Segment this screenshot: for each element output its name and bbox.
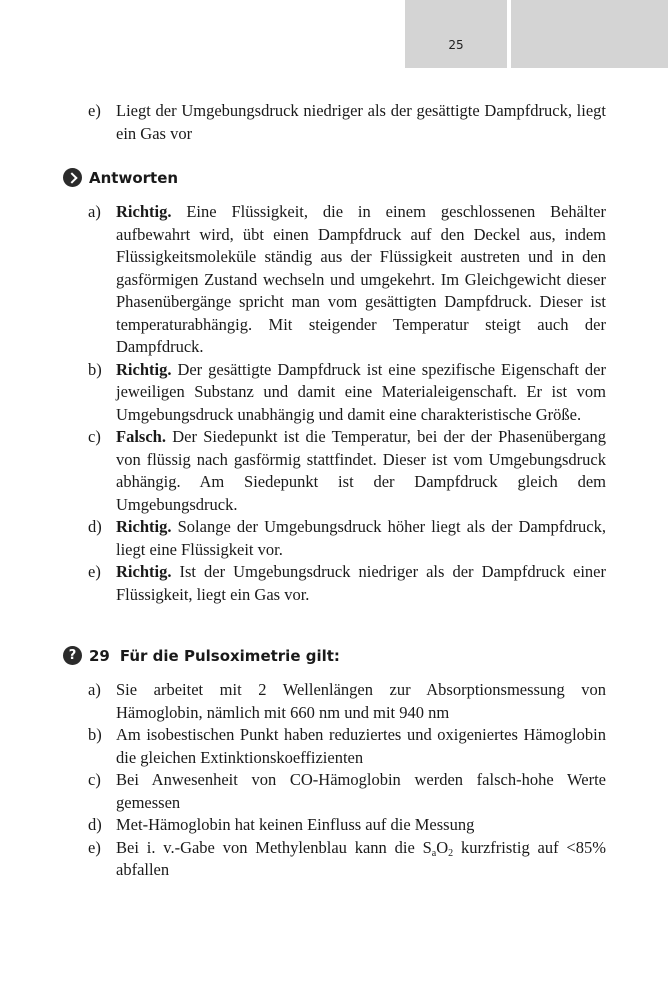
option-text-start: Bei i. v.-Gabe von Methylenblau kann die S	[116, 837, 432, 857]
answer-verdict: Richtig.	[116, 517, 178, 536]
question-option	[88, 724, 606, 769]
answer-verdict: Richtig.	[116, 359, 178, 379]
option-label: a)	[88, 680, 101, 699]
option-text	[116, 838, 606, 880]
question-options	[88, 679, 606, 882]
question-number: 29	[89, 646, 110, 665]
option-text-o: O	[436, 837, 449, 857]
answer-item	[88, 201, 606, 359]
option-label: b)	[88, 725, 102, 744]
previous-option	[88, 100, 606, 145]
answer-label: d)	[88, 517, 102, 536]
answer-verdict: Richtig.	[116, 562, 180, 581]
answer-item	[88, 516, 606, 561]
question-option	[88, 814, 606, 837]
answers-heading-text: Antworten	[89, 168, 179, 187]
option-text: Liegt der Umgebungsdruck niedriger als der gesättigte Dampfdruck, liegt ein Gas vor	[116, 101, 606, 143]
option-text: Sie arbeitet mit 2 Wellenlängen zur Absorptionsmessung von Hämoglobin, nämlich mit 660 nm und mit 940 nm	[116, 680, 606, 722]
question-mark-icon: ?	[63, 646, 82, 665]
question-option	[88, 679, 606, 724]
answer-verdict: Falsch.	[116, 427, 173, 446]
answer-text: Der Siedepunkt ist die Temperatur, bei der der Phasenübergang von flüssig nach gasförmig stattfindet. Dieser ist vom Umgebungsdruck abhängig. Am Siedepunkt ist der Dampfdruck gleich dem Umgebungsdruck.	[116, 427, 607, 514]
answer-label: c)	[88, 427, 101, 446]
page-number: 25	[448, 38, 464, 52]
answer-text: Solange der Umgebungsdruck höher liegt als der Dampfdruck, liegt eine Flüssigkeit vor.	[116, 517, 606, 559]
option-text-end: kurzfristig auf <85% abfallen	[116, 837, 606, 879]
answer-label: b)	[88, 359, 102, 379]
subscript-2: 2	[448, 847, 454, 859]
answers-heading	[63, 168, 178, 187]
side-tab	[511, 0, 668, 68]
answer-label: e)	[88, 562, 101, 581]
answer-text: Der gesättigte Dampfdruck ist eine spezifische Eigenschaft der jeweiligen Substanz und damit eine Materialeigenschaft. Er ist vom Umgebungsdruck unabhängig und damit eine charakteristische Größe.	[116, 359, 606, 424]
question-option	[88, 837, 606, 882]
option-label: e)	[88, 101, 101, 120]
option-text: Bei Anwesenheit von CO-Hämoglobin werden falsch-hohe Werte gemessen	[116, 770, 606, 812]
option-text: Met-Hämoglobin hat keinen Einfluss auf die Messung	[116, 815, 475, 834]
answer-text: Ist der Umgebungsdruck niedriger als der Dampfdruck einer Flüssigkeit, liegt ein Gas vor.	[116, 562, 606, 604]
answer-item	[88, 359, 606, 427]
answer-verdict: Richtig.	[116, 202, 187, 221]
answer-item	[88, 561, 606, 606]
chevron-right-icon	[63, 168, 82, 187]
answer-text: Eine Flüssigkeit, die in einem geschlossenen Behälter aufbewahrt wird, übt einen Dampfdruck auf den Deckel aus, indem Flüssigkeitsmoleküle ständig aus der Flüssigkeit austreten und in den gasförmigen Zustand wechseln und umgekehrt. Im Gleichgewicht dieser Phasenübergänge spricht man vom gesättigten Dampfdruck. Dieser ist temperaturabhängig. Mit steigender Temperatur steigt auch der Dampfdruck.	[116, 202, 606, 356]
answer-label: a)	[88, 202, 101, 221]
option-label: e)	[88, 837, 101, 857]
subscript-a: a	[431, 847, 437, 859]
option-label: d)	[88, 815, 102, 834]
answers-list	[88, 201, 606, 606]
question-option	[88, 769, 606, 814]
option-text: Am isobestischen Punkt haben reduziertes und oxigeniertes Hämoglobin die gleichen Extinktionskoeffizienten	[116, 725, 606, 767]
question-title: Für die Pulsoximetrie gilt:	[119, 646, 340, 665]
question-heading	[63, 646, 340, 665]
page-tab	[405, 0, 507, 68]
answer-item	[88, 426, 606, 516]
option-label: c)	[88, 770, 101, 789]
